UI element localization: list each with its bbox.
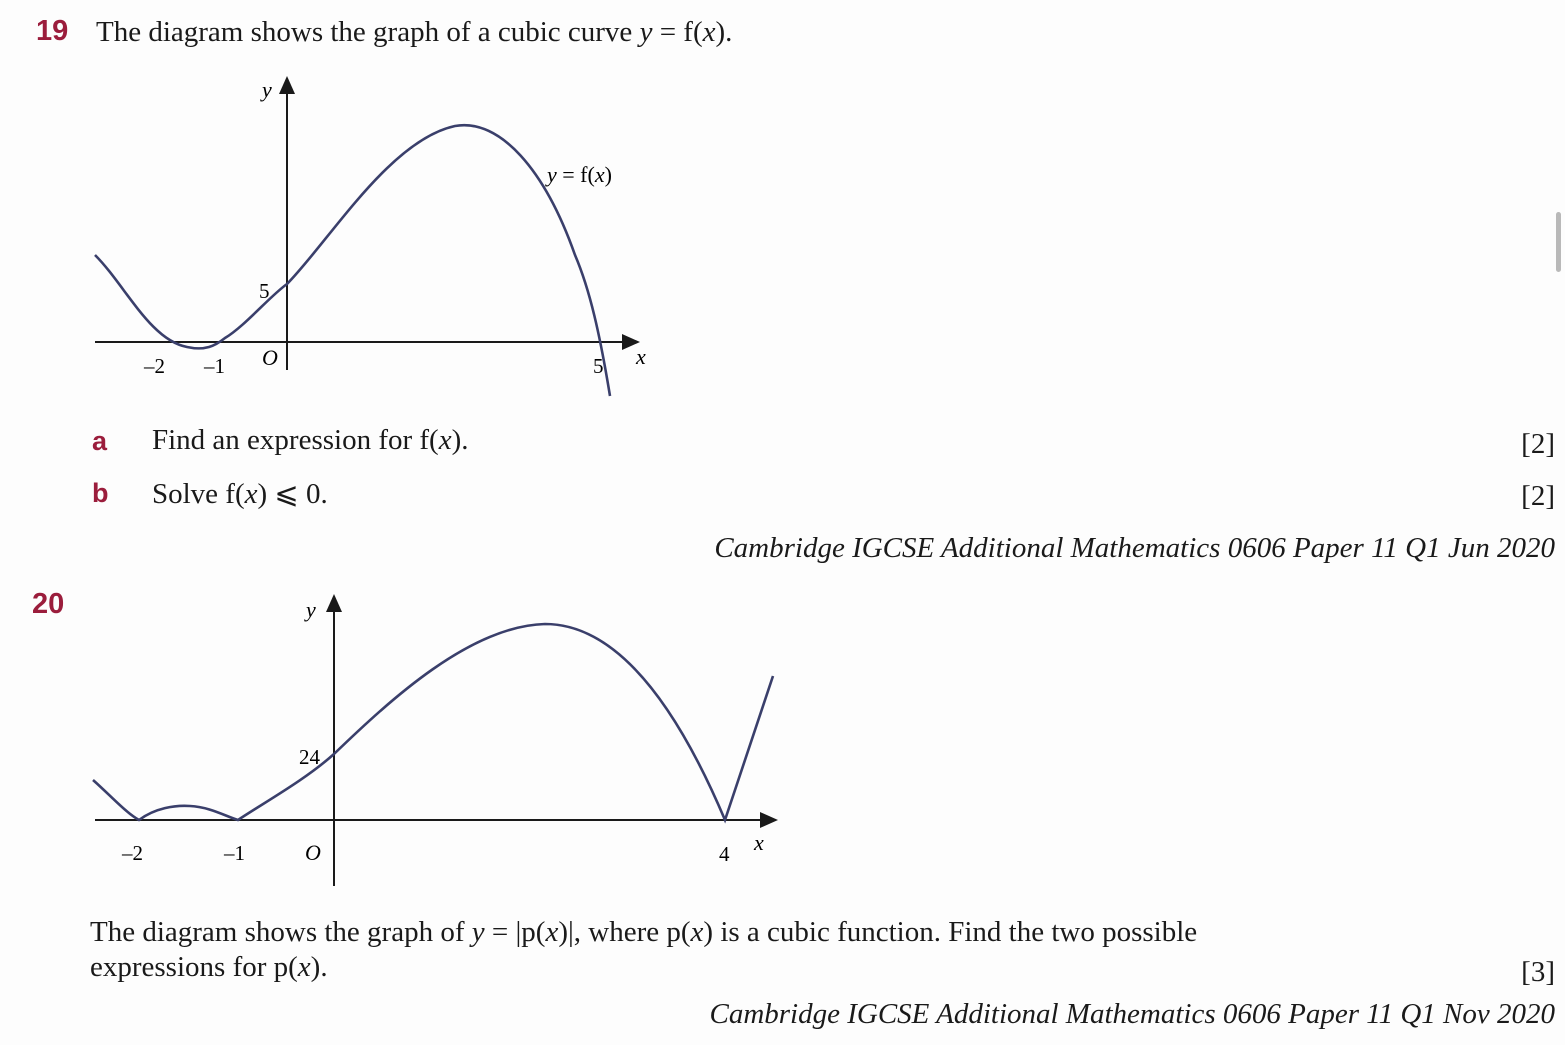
question-19-source: Cambridge IGCSE Additional Mathematics 0606 Paper 11 Q1 Jun 2020 (714, 532, 1555, 564)
x-axis-label: x (636, 344, 646, 369)
question-19-stem (96, 16, 732, 49)
cubic-curve (95, 125, 610, 396)
tick-label-minus-1: –1 (204, 354, 225, 378)
curve-label-x: x (594, 162, 605, 187)
question-20-stem-line-1 (90, 916, 1197, 949)
part-a-pre: Find an expression for f( (152, 424, 439, 456)
part-b-pre: Solve f( (152, 478, 245, 510)
stem2-post: ). (310, 951, 328, 983)
stem-var-y: y (471, 916, 485, 948)
part-b-text (152, 476, 328, 511)
tick-label-minus-2: –2 (144, 354, 165, 378)
stem-mid: = |p( (484, 916, 546, 948)
question-20-source: Cambridge IGCSE Additional Mathematics 0606 Paper 11 Q1 Nov 2020 (709, 998, 1555, 1030)
tick-label-y-24: 24 (299, 745, 320, 769)
y-axis-label: y (306, 597, 316, 622)
stem-post: ) is a cubic function. Find the two possible (703, 916, 1198, 948)
question-20-number: 20 (32, 588, 65, 620)
stem-text: The diagram shows the graph of a cubic curve (96, 16, 640, 48)
y-axis-label: y (262, 77, 272, 102)
tick-label-minus-1: –1 (224, 841, 245, 865)
question-19-number: 19 (36, 15, 69, 47)
curve-label-y: y (547, 162, 557, 187)
tick-label-y-5: 5 (259, 279, 270, 303)
question-19-graph (0, 70, 700, 410)
question-20-graph (0, 590, 820, 900)
curve-label (545, 162, 612, 187)
question-20-marks: [3] (1521, 956, 1555, 988)
part-a-post: ). (451, 424, 469, 456)
part-b-x: x (244, 478, 258, 510)
scrollbar-thumb[interactable] (1556, 212, 1561, 272)
tick-label-x-4: 4 (719, 842, 730, 866)
origin-label: O (305, 840, 321, 865)
stem-var-x: x (702, 16, 716, 48)
part-a-marks: [2] (1521, 428, 1555, 460)
part-a-letter: a (92, 426, 108, 456)
part-a-text (152, 424, 469, 457)
curve-label-eq: = f( (556, 162, 595, 187)
part-b-marks: [2] (1521, 480, 1555, 512)
part-a-x: x (438, 424, 452, 456)
tick-label-x-5: 5 (593, 354, 604, 378)
curve-label-close: ) (604, 162, 612, 187)
stem-mid2: )|, where p( (558, 916, 691, 948)
stem-var-x2: x (690, 916, 704, 948)
abs-cubic-curve (93, 624, 773, 820)
stem-pre: The diagram shows the graph of (90, 916, 472, 948)
tick-label-minus-2: –2 (122, 841, 143, 865)
stem2-var-x: x (297, 951, 311, 983)
part-b-post: ) ⩽ 0. (257, 478, 328, 510)
question-20-stem-line-2 (90, 951, 328, 984)
x-axis-label: x (754, 830, 764, 855)
stem-var-x: x (545, 916, 559, 948)
stem-end: ). (715, 16, 733, 48)
stem-eq: = f( (652, 16, 703, 48)
stem-var-y: y (639, 16, 653, 48)
part-b-letter: b (92, 478, 109, 508)
stem2-pre: expressions for p( (90, 951, 298, 983)
origin-label: O (262, 345, 278, 370)
